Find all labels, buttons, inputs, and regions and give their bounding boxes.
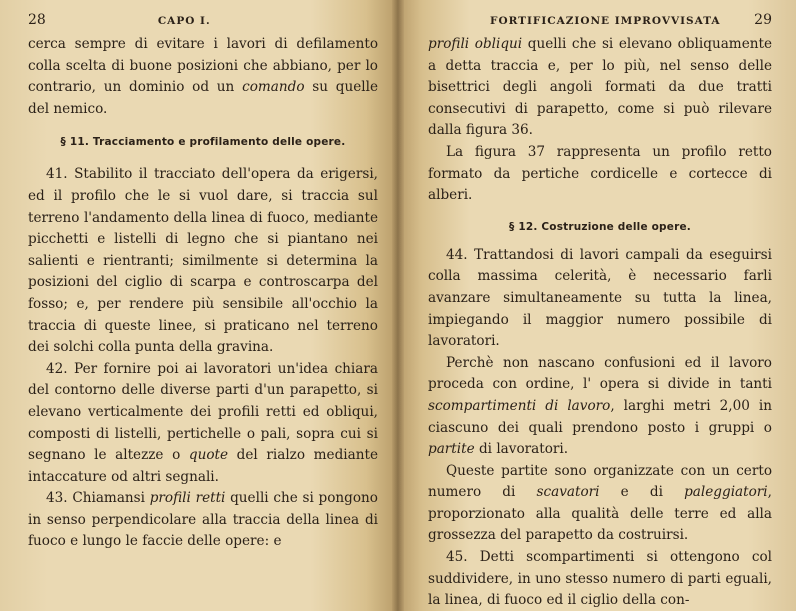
paragraph-figure-37: La figura 37 rappresenta un profilo retto formato da pertiche cordicelle e cortecce di alberi. [428,143,772,204]
paragraph-44: 44. Trattandosi di lavori campali da eseguirsi colla massima celerità, è necessario farli avanzare simultaneamente su tutta la linea, impiegando il maggior numero possibile di lavoratori. [428,246,772,350]
paragraph-continued: cerca sempre di evitare i lavori di defilamento colla scelta di buone posizioni che abbiano, per lo contrario, un dominio od un comando su quelle del nemico. [28,36,379,117]
paragraph-perche: Perchè non nascano confusioni ed il lavoro proceda con ordine, l' opera si divide in tanti scompartimenti di lavoro, larghi metri 2,00 in ciascuno dei quali prendono posto i gruppi o partite di lavoratori. [428,354,772,458]
paragraph-43: 43. Chiamansi profili retti quelli che si pongono in senso perpendicolare alla traccia della linea di fuoco e lungo le faccie delle opere: e [28,490,378,550]
right-page-text [428,34,772,611]
paragraph-continued-right: profili obliqui quelli che si elevano obliquamente a detta traccia e, per lo più, nel senso delle bisettrici degli angoli formati da due tratti consecutivi di parapetto, come si può rilevare dalla figura 36. [428,36,773,139]
paragraph-42: 42. Per fornire poi ai lavoratori un'idea chiara del contorno delle diverse parti d'un parapetto, si elevano verticalmente dei profili retti ed obliqui, composti di listelli, pertichelle o pali, sopra cui si segnano le altezze o quote del rialzo mediante intaccature od altri segnali. [28,360,378,485]
running-head-right: FORTIFICAZIONE IMPROVVISATA [490,15,721,27]
page-number-right: 29 [754,12,772,28]
page-number-left: 28 [28,12,46,28]
right-page [398,0,796,611]
book-gutter [392,0,404,611]
left-page-text [28,34,378,553]
left-page-header [28,12,378,32]
paragraph-41: 41. Stabilito il tracciato dell'opera da erigersi, ed il profilo che le si vuol dare, si traccia sul terreno l'andamento della linea di fuoco, mediante picchetti e listelli di legno che si piantano nei salienti e rientranti; similmente si determina la posizioni del ciglio di scarpa e controscarpa del fosso; e, per rendere più sensibile all'occhio la traccia di queste linee, si praticano nel terreno dei solchi colla punta della gravina. [28,166,378,356]
section-heading-11: § 11. Tracciamento e profilamento delle opere. [60,136,346,149]
running-head-left: CAPO I. [157,15,211,27]
paragraph-45: 45. Detti scompartimenti si ottengono col suddividere, in uno stesso numero di parti eguali, la linea, di fuoco ed il ciglio della con- [428,549,772,609]
right-page-header [428,12,772,32]
section-heading-12: § 12. Costruzione delle opere. [509,220,691,233]
paragraph-queste: Queste partite sono organizzate con un certo numero di scavatori e di paleggiatori, proporzionato alla qualità delle terre ed alla grossezza del parapetto da costruirsi. [428,462,772,544]
